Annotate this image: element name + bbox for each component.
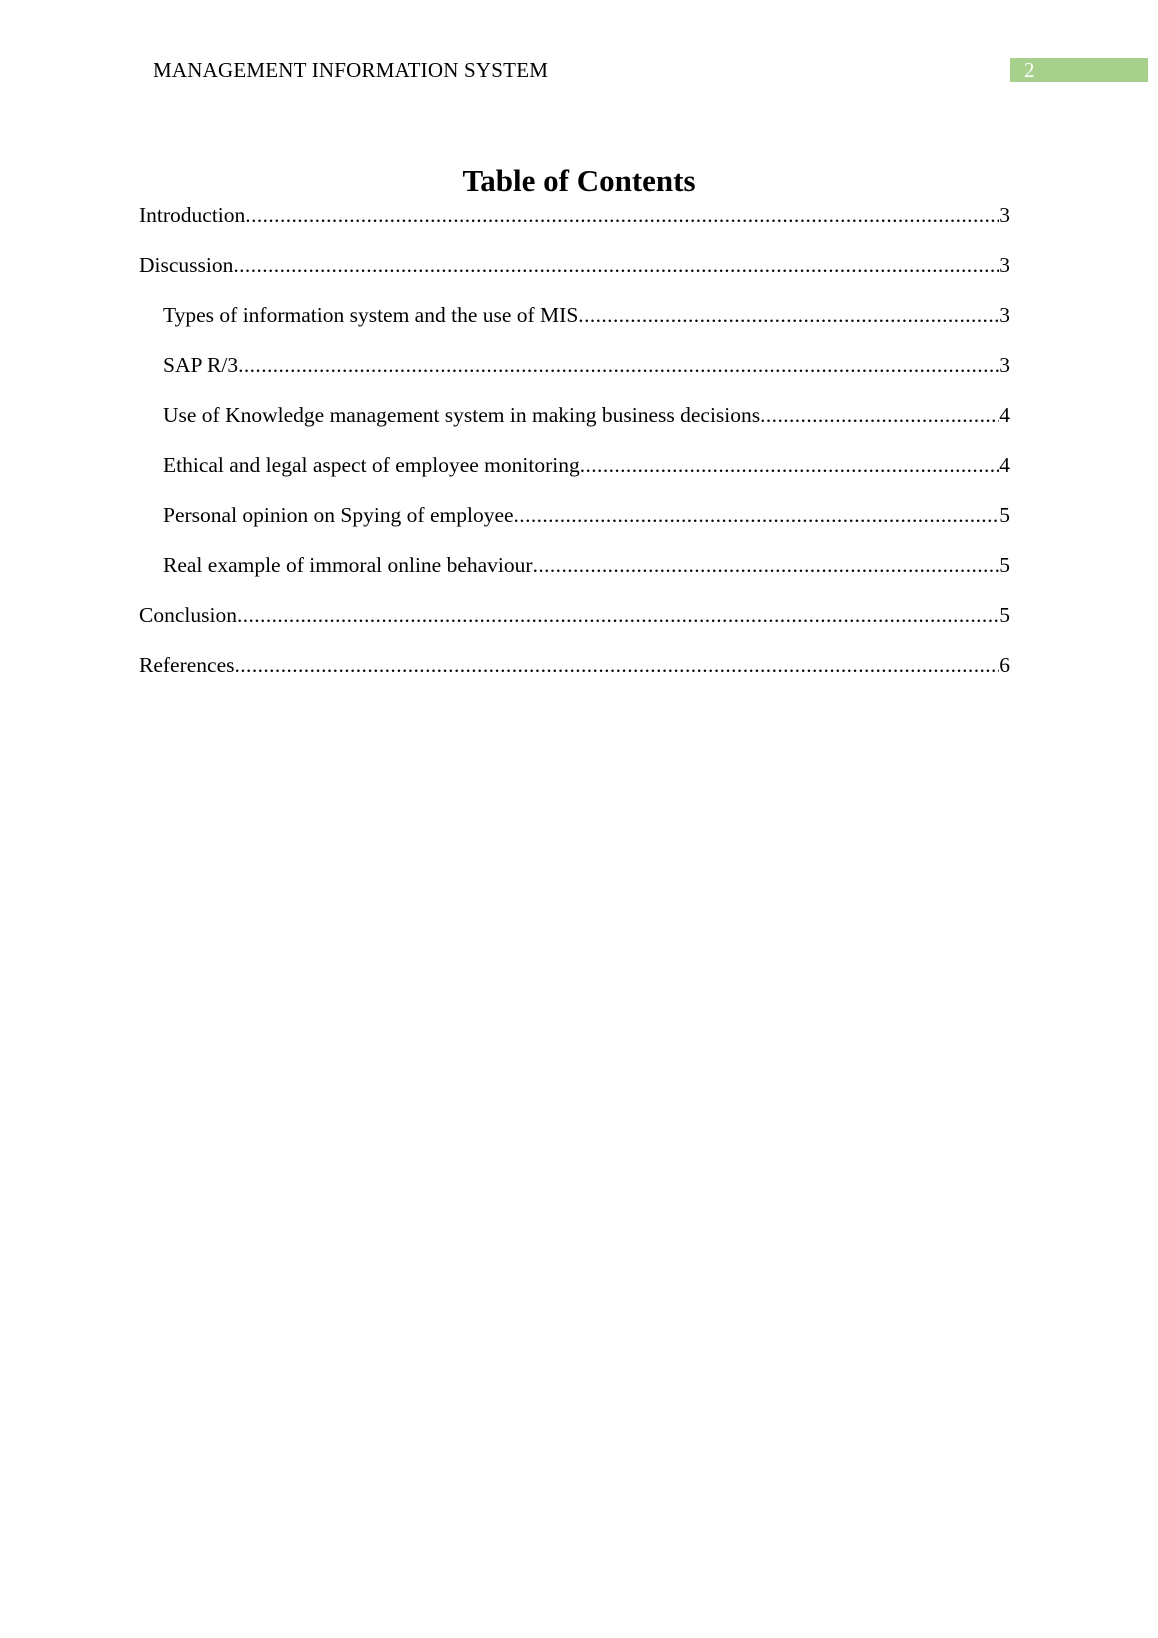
dot-leader — [760, 401, 999, 429]
toc-entry-label: Ethical and legal aspect of employee monitoring — [163, 453, 580, 477]
toc-entry-page: 4 — [999, 403, 1010, 427]
toc-heading: Table of Contents — [462, 163, 696, 198]
toc-entry-label: References — [139, 653, 235, 677]
toc-entry-personal-opinion[interactable] — [139, 501, 1010, 551]
dot-leader — [578, 301, 999, 329]
toc-entry-label: SAP R/3 — [163, 353, 239, 377]
dot-leader — [233, 251, 999, 279]
dot-leader — [237, 601, 999, 629]
toc-entry-page: 3 — [999, 253, 1010, 277]
toc-entry-page: 3 — [999, 353, 1010, 377]
dot-leader — [533, 551, 1000, 579]
toc-entry-label: Use of Knowledge management system in making business decisions — [163, 403, 761, 427]
toc-entry-label: Personal opinion on Spying of employee — [163, 503, 514, 527]
toc-entry-label: Conclusion — [139, 603, 237, 627]
toc-entry-page: 5 — [999, 603, 1010, 627]
dot-leader — [580, 451, 1000, 479]
toc-entry-label: Introduction — [139, 203, 246, 227]
toc-entry-page: 3 — [999, 203, 1010, 227]
toc-entry-conclusion[interactable] — [139, 601, 1010, 651]
toc-entry-types-of-information-system[interactable] — [139, 301, 1010, 351]
dot-leader — [238, 351, 999, 379]
dot-leader — [235, 651, 1000, 679]
toc-list — [139, 201, 1010, 701]
toc-entry-discussion[interactable] — [139, 251, 1010, 301]
toc-entry-knowledge-management[interactable] — [139, 401, 1010, 451]
toc-entry-label: Real example of immoral online behaviour — [163, 553, 533, 577]
dot-leader — [514, 501, 1000, 529]
running-header-title: MANAGEMENT INFORMATION SYSTEM — [153, 58, 549, 82]
toc-entry-page: 4 — [999, 453, 1010, 477]
toc-entry-page: 5 — [999, 553, 1010, 577]
toc-entry-page: 6 — [999, 653, 1010, 677]
toc-entry-ethical-legal-aspect[interactable] — [139, 451, 1010, 501]
toc-entry-label: Discussion — [139, 253, 234, 277]
toc-entry-page: 5 — [999, 503, 1010, 527]
toc-entry-page: 3 — [999, 303, 1010, 327]
toc-entry-references[interactable] — [139, 651, 1010, 701]
toc-entry-sap-r3[interactable] — [139, 351, 1010, 401]
dot-leader — [245, 201, 999, 229]
toc-entry-real-example[interactable] — [139, 551, 1010, 601]
toc-entry-introduction[interactable] — [139, 201, 1010, 251]
toc-entry-label: Types of information system and the use of MIS — [163, 303, 579, 327]
page-number-badge: 2 — [1010, 58, 1148, 82]
